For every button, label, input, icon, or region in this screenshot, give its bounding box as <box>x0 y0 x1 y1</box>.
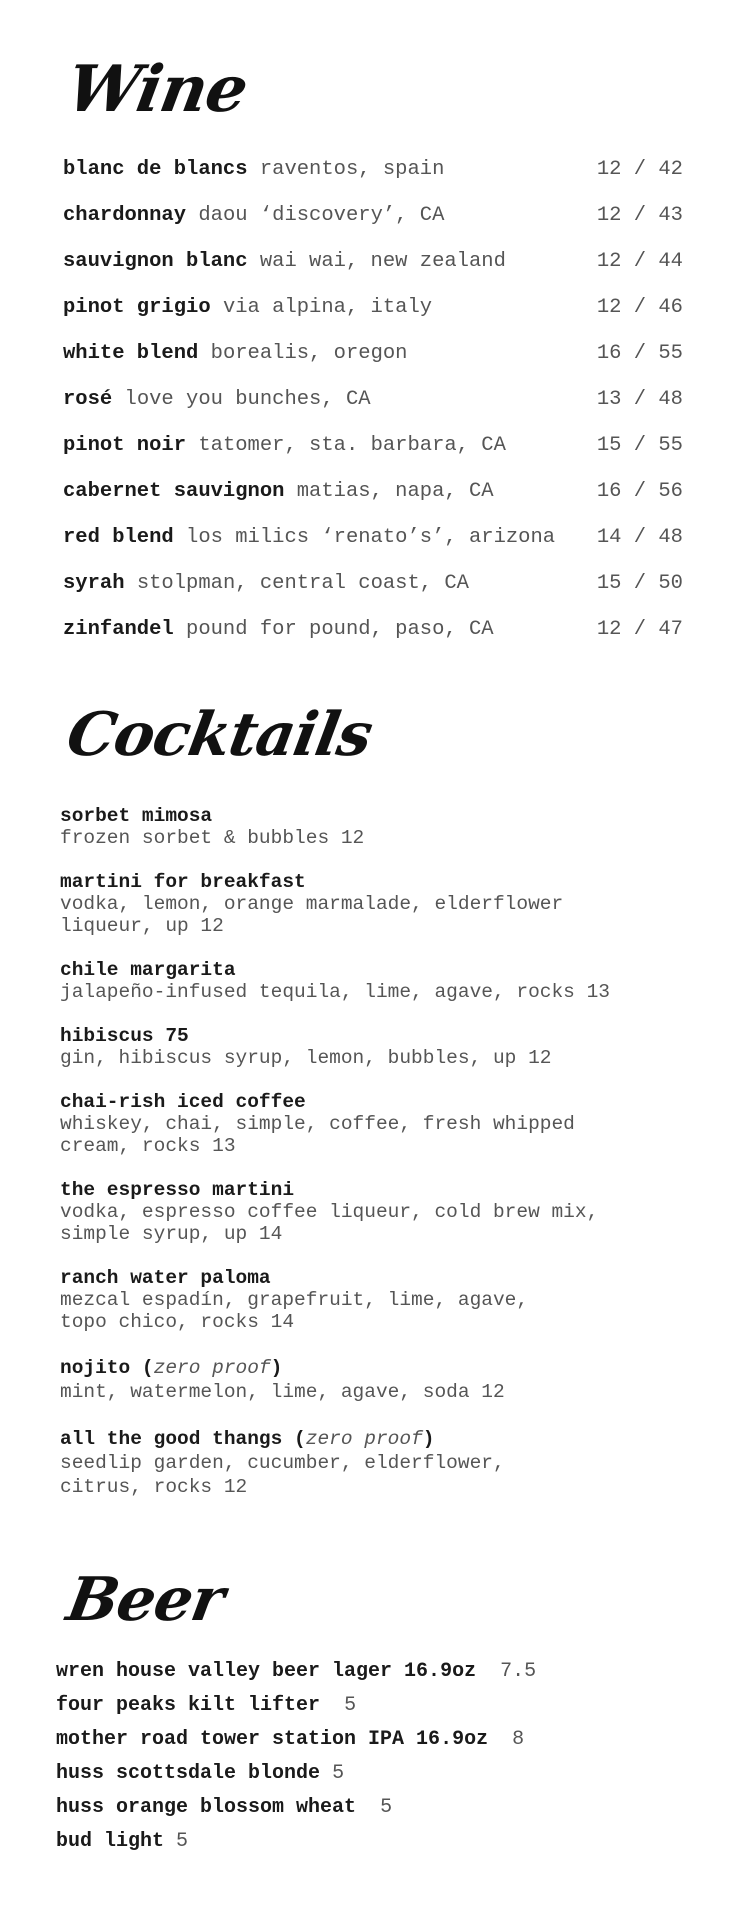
beer-heading: Beer <box>61 1565 229 1635</box>
wine-producer: raventos, spain <box>259 158 445 181</box>
wine-producer: wai wai, new zealand <box>259 250 506 273</box>
wine-item <box>63 285 683 331</box>
wine-name: sauvignon blanc <box>63 250 248 273</box>
beer-price: 5 <box>332 1762 345 1785</box>
wine-price: 13 / 48 <box>596 388 683 411</box>
wine-price: 15 / 55 <box>596 434 683 457</box>
cocktail-name: sorbet mimosa <box>60 805 213 827</box>
cocktail-name: martini for breakfast <box>60 871 306 893</box>
wine-producer: daou ‘discovery’, CA <box>198 204 445 227</box>
cocktail-name: the espresso martini <box>60 1179 295 1201</box>
wine-price: 14 / 48 <box>596 526 683 549</box>
beer-name: huss scottsdale blonde <box>56 1762 321 1785</box>
wine-name: red blend <box>63 526 174 549</box>
beer-name: wren house valley beer lager 16.9oz <box>56 1660 477 1683</box>
cocktail-description: vodka, espresso coffee liqueur, cold brew mix, <box>60 1201 599 1223</box>
wine-producer: love you bunches, CA <box>124 388 371 411</box>
wine-price: 16 / 55 <box>596 342 683 365</box>
cocktail-name: nojito (zero proof) <box>60 1357 283 1379</box>
beer-name: mother road tower station IPA 16.9oz <box>56 1728 489 1751</box>
cocktail-name: chile margarita <box>60 959 236 981</box>
wine-price: 12 / 42 <box>596 158 683 181</box>
beer-item <box>56 1689 356 1723</box>
cocktail-description: mezcal espadín, grapefruit, lime, agave, <box>60 1289 529 1311</box>
cocktail-item <box>60 1179 700 1245</box>
wine-name: zinfandel <box>63 618 174 641</box>
wine-name: rosé <box>63 388 113 411</box>
cocktail-description: mint, watermelon, lime, agave, soda 12 <box>60 1381 505 1403</box>
wine-item <box>63 607 683 653</box>
wine-price: 16 / 56 <box>596 480 683 503</box>
cocktail-name: ranch water paloma <box>60 1267 271 1289</box>
beer-item <box>56 1791 392 1825</box>
wine-name: pinot noir <box>63 434 187 457</box>
beer-price: 5 <box>344 1694 357 1717</box>
wine-name: blanc de blancs <box>63 158 248 181</box>
cocktail-item <box>60 805 700 849</box>
beer-price: 8 <box>512 1728 525 1751</box>
beer-item <box>56 1655 536 1689</box>
cocktail-name-text: all the good thangs <box>60 1428 283 1450</box>
wine-price: 12 / 47 <box>596 618 683 641</box>
cocktail-description: citrus, rocks 12 <box>60 1476 248 1498</box>
beer-name: huss orange blossom wheat <box>56 1796 357 1819</box>
wine-producer: pound for pound, paso, CA <box>186 618 494 641</box>
cocktail-description: liqueur, up 12 <box>60 915 224 937</box>
cocktail-name: chai-rish iced coffee <box>60 1091 306 1113</box>
cocktail-name: all the good thangs (zero proof) <box>60 1428 435 1450</box>
beer-item <box>56 1757 344 1791</box>
zero-proof-note: zero proof <box>153 1357 271 1379</box>
wine-producer: tatomer, sta. barbara, CA <box>198 434 506 457</box>
wine-price: 12 / 43 <box>596 204 683 227</box>
beer-name: bud light <box>56 1830 165 1853</box>
wine-name: cabernet sauvignon <box>63 480 285 503</box>
wine-item <box>63 331 683 377</box>
wine-name: white blend <box>63 342 199 365</box>
beer-price: 5 <box>380 1796 393 1819</box>
cocktail-description: gin, hibiscus syrup, lemon, bubbles, up 12 <box>60 1047 552 1069</box>
wine-heading: Wine <box>61 52 253 127</box>
beer-price: 5 <box>176 1830 189 1853</box>
zero-proof-note: zero proof <box>305 1428 423 1450</box>
wine-producer: matias, napa, CA <box>296 480 494 503</box>
wine-producer: los milics ‘renato’s’, arizona <box>186 526 556 549</box>
cocktail-description: topo chico, rocks 14 <box>60 1311 295 1333</box>
cocktail-item <box>60 1357 700 1403</box>
cocktail-description: cream, rocks 13 <box>60 1135 236 1157</box>
cocktail-item <box>60 1025 700 1069</box>
beer-name: four peaks kilt lifter <box>56 1694 321 1717</box>
cocktail-name-text: nojito <box>60 1357 131 1379</box>
wine-item <box>63 469 683 515</box>
wine-name: chardonnay <box>63 204 187 227</box>
cocktail-item <box>60 1428 700 1498</box>
wine-price: 12 / 46 <box>596 296 683 319</box>
wine-item <box>63 515 683 561</box>
cocktail-description: simple syrup, up 14 <box>60 1223 283 1245</box>
cocktail-description: vodka, lemon, orange marmalade, elderflower <box>60 893 564 915</box>
wine-producer: via alpina, italy <box>222 296 433 319</box>
wine-item <box>63 147 683 193</box>
wine-price: 15 / 50 <box>596 572 683 595</box>
wine-item <box>63 377 683 423</box>
beer-price: 7.5 <box>500 1660 537 1683</box>
wine-name: pinot grigio <box>63 296 211 319</box>
cocktail-item <box>60 959 700 1003</box>
wine-item <box>63 561 683 607</box>
cocktail-description: jalapeño-infused tequila, lime, agave, rocks 13 <box>60 981 610 1003</box>
cocktail-description: whiskey, chai, simple, coffee, fresh whipped <box>60 1113 575 1135</box>
cocktails-heading: Cocktails <box>61 700 378 770</box>
cocktail-item <box>60 871 700 937</box>
cocktail-item <box>60 1091 700 1157</box>
wine-item <box>63 193 683 239</box>
wine-producer: stolpman, central coast, CA <box>136 572 469 595</box>
wine-price: 12 / 44 <box>596 250 683 273</box>
wine-item <box>63 239 683 285</box>
wine-name: syrah <box>63 572 125 595</box>
wine-producer: borealis, oregon <box>210 342 408 365</box>
cocktail-description: frozen sorbet & bubbles 12 <box>60 827 365 849</box>
beer-item <box>56 1723 524 1757</box>
cocktail-description: seedlip garden, cucumber, elderflower, <box>60 1452 505 1474</box>
wine-item <box>63 423 683 469</box>
cocktail-item <box>60 1267 700 1333</box>
cocktail-name: hibiscus 75 <box>60 1025 189 1047</box>
beer-item <box>56 1825 188 1859</box>
